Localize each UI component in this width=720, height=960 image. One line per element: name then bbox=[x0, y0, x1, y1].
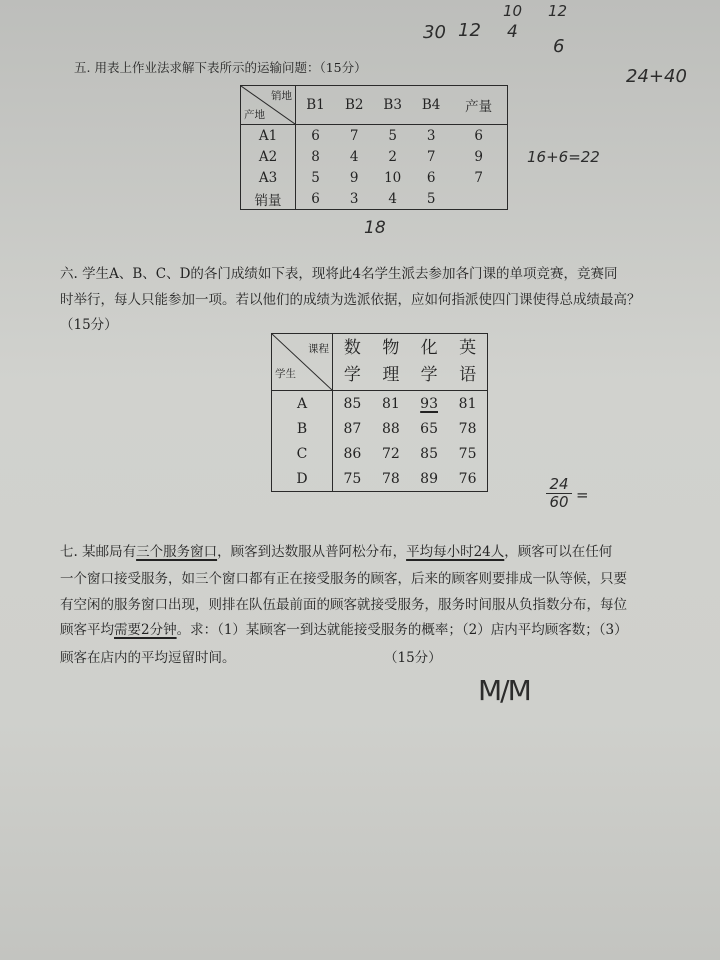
table-cell: 4 bbox=[349, 148, 359, 165]
fraction-numerator: 24 bbox=[549, 475, 569, 493]
table-cell: 6 bbox=[311, 190, 320, 207]
q7-line-1-e: ，顾客可以在任何 bbox=[504, 544, 613, 560]
row-label: D bbox=[272, 466, 333, 492]
table-cell: 6 bbox=[474, 127, 483, 144]
table-cell: 7 bbox=[474, 169, 483, 186]
q5-title: 五. 用表上作业法求解下表所示的运输问题：（15分） bbox=[74, 60, 367, 75]
handwritten-sum-24-40: 24+40 bbox=[626, 66, 687, 87]
table-cell: 5 bbox=[426, 190, 436, 207]
header-b4: B4 bbox=[412, 86, 450, 125]
handwritten-10: 10 bbox=[503, 2, 523, 20]
handwritten-30: 30 bbox=[423, 22, 446, 43]
table-cell: 8 bbox=[311, 148, 320, 165]
row-label: C bbox=[272, 441, 333, 466]
score-table bbox=[271, 333, 488, 492]
table-cell: 85 bbox=[343, 395, 362, 412]
table-cell: 7 bbox=[426, 148, 436, 165]
score-table-header bbox=[272, 334, 488, 391]
table-cell: 2 bbox=[388, 148, 397, 165]
table-cell: 3 bbox=[426, 127, 436, 144]
row-label: A1 bbox=[241, 125, 296, 147]
table-cell: 88 bbox=[381, 420, 400, 437]
table-row bbox=[272, 391, 488, 417]
table-cell: 6 bbox=[426, 169, 436, 186]
handwritten-12: 12 bbox=[458, 20, 481, 41]
table-row bbox=[241, 188, 508, 210]
table-cell: 78 bbox=[381, 470, 400, 487]
table-row bbox=[241, 146, 508, 167]
table-cell: 4 bbox=[388, 190, 397, 207]
table-cell: 86 bbox=[343, 445, 362, 462]
table-cell: 75 bbox=[458, 445, 477, 462]
handwritten-12-right: 12 bbox=[548, 2, 568, 20]
table-cell: 7 bbox=[349, 127, 359, 144]
header-chemistry: 化 学 bbox=[410, 334, 448, 391]
q6-line-2: 时举行，每人只能参加一项。若以他们的成绩为选派依据，应如何指派使四门课使得总成绩最高？ bbox=[60, 292, 641, 308]
table-cell: 85 bbox=[420, 445, 438, 462]
transport-table-header bbox=[241, 86, 508, 125]
q7-line-2: 一个窗口接受服务，如三个窗口都有正在接受服务的顾客，后来的顾客则要排成一队等候，只要 bbox=[60, 571, 627, 587]
table-cell: 65 bbox=[420, 420, 438, 437]
handwritten-signature: M/M bbox=[478, 674, 530, 707]
corner-label-student: 学生 bbox=[275, 368, 296, 380]
q7-line-4-a: 顾客平均 bbox=[60, 622, 114, 638]
q7-line-5: 顾客在店内的平均逗留时间。 bbox=[60, 650, 236, 666]
header-english: 英 语 bbox=[448, 334, 487, 391]
table-row bbox=[272, 441, 488, 466]
handwritten-6: 6 bbox=[553, 36, 565, 57]
row-label: A3 bbox=[241, 167, 296, 188]
q7-line-3: 有空闲的服务窗口出现，则排在队伍最前面的顾客就接受服务，服务时间服从负指数分布，每位 bbox=[60, 597, 627, 613]
transport-table-corner bbox=[241, 86, 296, 125]
header-math: 数 学 bbox=[333, 334, 372, 391]
table-cell: 76 bbox=[458, 470, 477, 487]
q7-underlined-rate: 平均每小时24人 bbox=[406, 544, 505, 560]
fraction-denominator: 60 bbox=[546, 493, 572, 511]
table-cell: 87 bbox=[343, 420, 362, 437]
q7-underlined-windows: 三个服务窗口 bbox=[136, 544, 218, 560]
q7-line-1-c: ，顾客到达数服从普阿松分布， bbox=[217, 544, 407, 560]
table-cell: 78 bbox=[458, 420, 477, 437]
corner-label-course: 课程 bbox=[308, 343, 329, 355]
table-cell: 81 bbox=[381, 395, 400, 412]
table-row bbox=[272, 416, 488, 441]
table-row bbox=[272, 466, 488, 492]
table-cell: 75 bbox=[343, 470, 362, 487]
table-cell: 3 bbox=[349, 190, 359, 207]
handwritten-equals: = bbox=[576, 486, 589, 504]
header-physics: 物 理 bbox=[372, 334, 410, 391]
q7-line-4-c: 。求：（1）某顾客一到达就能接受服务的概率；（2）店内平均顾客数；（3） bbox=[176, 622, 628, 638]
table-row bbox=[241, 125, 508, 147]
table-cell: 9 bbox=[474, 148, 483, 165]
table-cell-underlined bbox=[410, 391, 448, 417]
table-cell: 6 bbox=[311, 127, 320, 144]
table-cell: 72 bbox=[381, 445, 400, 462]
underlined-score: 93 bbox=[420, 395, 438, 412]
table-cell: 10 bbox=[384, 169, 402, 186]
table-cell: 81 bbox=[458, 395, 477, 412]
handwritten-fraction bbox=[546, 476, 572, 511]
table-cell: 89 bbox=[420, 470, 438, 487]
q7-score: （15分） bbox=[384, 650, 442, 666]
row-label: A2 bbox=[241, 146, 296, 167]
table-cell: 9 bbox=[349, 169, 359, 186]
row-label: B bbox=[272, 416, 333, 441]
transport-table bbox=[240, 85, 508, 210]
header-b3: B3 bbox=[373, 86, 411, 125]
table-cell: 5 bbox=[311, 169, 320, 186]
corner-label-destination: 销地 bbox=[271, 90, 292, 102]
table-row bbox=[241, 167, 508, 188]
handwritten-18: 18 bbox=[364, 218, 386, 238]
row-label: 销量 bbox=[241, 188, 296, 210]
handwritten-4: 4 bbox=[507, 22, 518, 42]
table-cell: 5 bbox=[388, 127, 397, 144]
q7-underlined-service-time: 需要2分钟 bbox=[114, 622, 177, 638]
header-supply: 产量 bbox=[450, 86, 507, 125]
header-b2: B2 bbox=[335, 86, 373, 125]
handwritten-sum-16-6: 16+6=22 bbox=[527, 148, 600, 166]
q6-line-1: 六. 学生A、B、C、D的各门成绩如下表，现将此4名学生派去参加各门课的单项竞赛，竞赛同 bbox=[60, 266, 618, 282]
row-label: A bbox=[272, 391, 333, 417]
header-b1: B1 bbox=[296, 86, 335, 125]
q7-line-1 bbox=[60, 540, 612, 560]
q7-line-1-a: 七. 某邮局有 bbox=[60, 544, 137, 560]
corner-label-origin: 产地 bbox=[244, 109, 265, 121]
q6-line-3: （15分） bbox=[60, 317, 118, 333]
score-table-corner bbox=[272, 334, 333, 391]
table-cell bbox=[450, 188, 507, 210]
q7-line-4 bbox=[60, 618, 628, 638]
